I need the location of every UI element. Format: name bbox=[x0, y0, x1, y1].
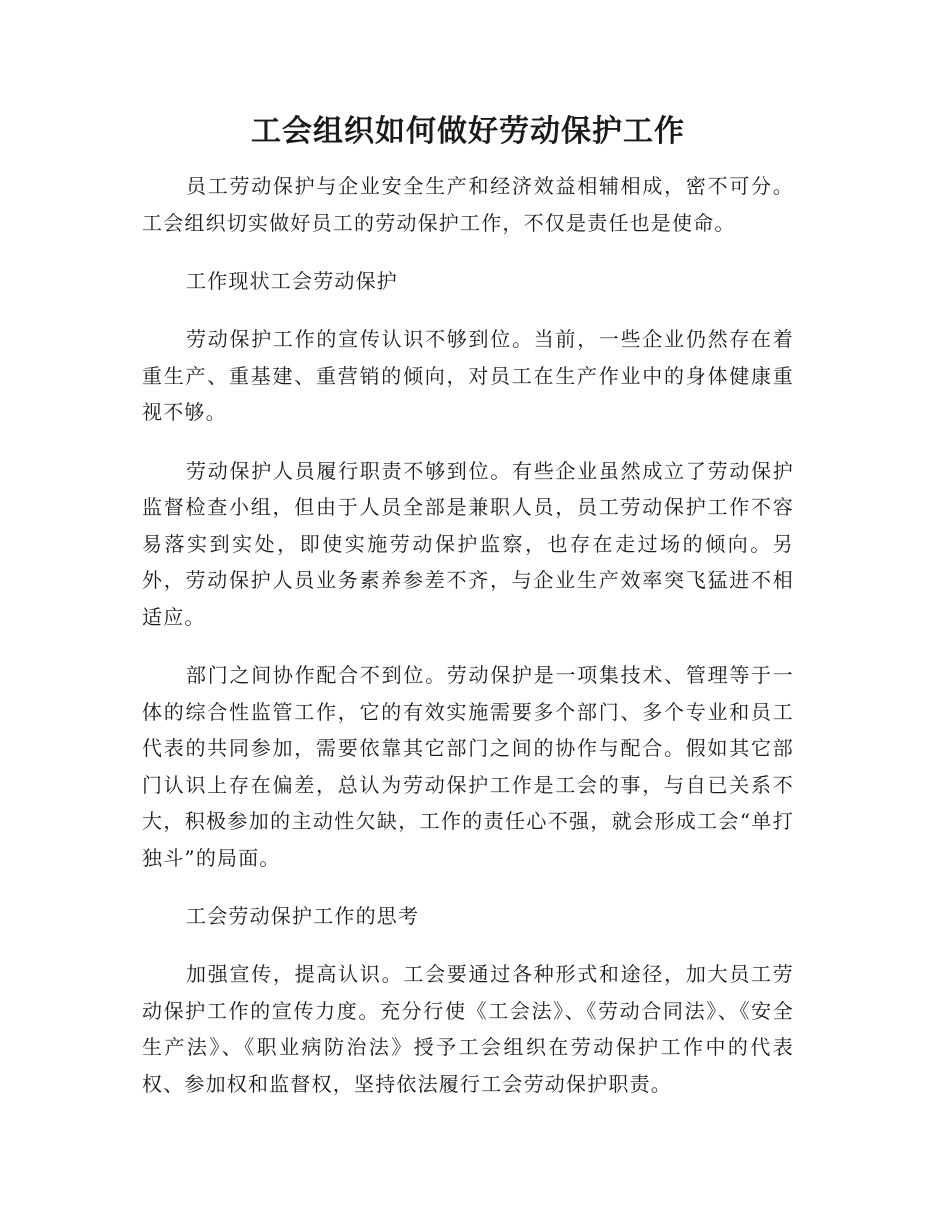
paragraph-publicity: 劳动保护工作的宣传认识不够到位。当前，一些企业仍然存在着重生产、重基建、重营销的倾向，对员工在生产作业中的身体健康重视不够。 bbox=[142, 327, 794, 424]
section-heading-thoughts: 工会劳动保护工作的思考 bbox=[186, 904, 420, 928]
document-page bbox=[142, 110, 794, 1102]
paragraph-strengthen: 加强宣传，提高认识。工会要通过各种形式和途径，加大员工劳动保护工作的宣传力度。充分行使《工会法》、《劳动合同法》、《安全生产法》、《职业病防治法》授予工会组织在劳动保护工作中的代表权、参加权和监督权，坚持依法履行工会劳动保护职责。 bbox=[142, 962, 794, 1096]
document-title: 工会组织如何做好劳动保护工作 bbox=[251, 114, 685, 149]
intro-paragraph: 员工劳动保护与企业安全生产和经济效益相辅相成，密不可分。工会组织切实做好员工的劳动保护工作，不仅是责任也是使命。 bbox=[142, 174, 794, 235]
paragraph-personnel: 劳动保护人员履行职责不够到位。有些企业虽然成立了劳动保护监督检查小组，但由于人员全部是兼职人员，员工劳动保护工作不容易落实到实处，即使实施劳动保护监察，也存在走过场的倾向。另外，劳动保护人员业务素养参差不齐，与企业生产效率突飞猛进不相适应。 bbox=[142, 458, 794, 629]
paragraph-departments: 部门之间协作配合不到位。劳动保护是一项集技术、管理等于一体的综合性监管工作，它的有效实施需要多个部门、多个专业和员工代表的共同参加，需要依靠其它部门之间的协作与配合。假如其它部门认识上存在偏差，总认为劳动保护工作是工会的事，与自已关系不大，积极参加的主动性欠缺，工作的责任心不强，就会形成工会“单打独斗”的局面。 bbox=[142, 663, 794, 870]
section-heading-status: 工作现状工会劳动保护 bbox=[186, 269, 398, 293]
